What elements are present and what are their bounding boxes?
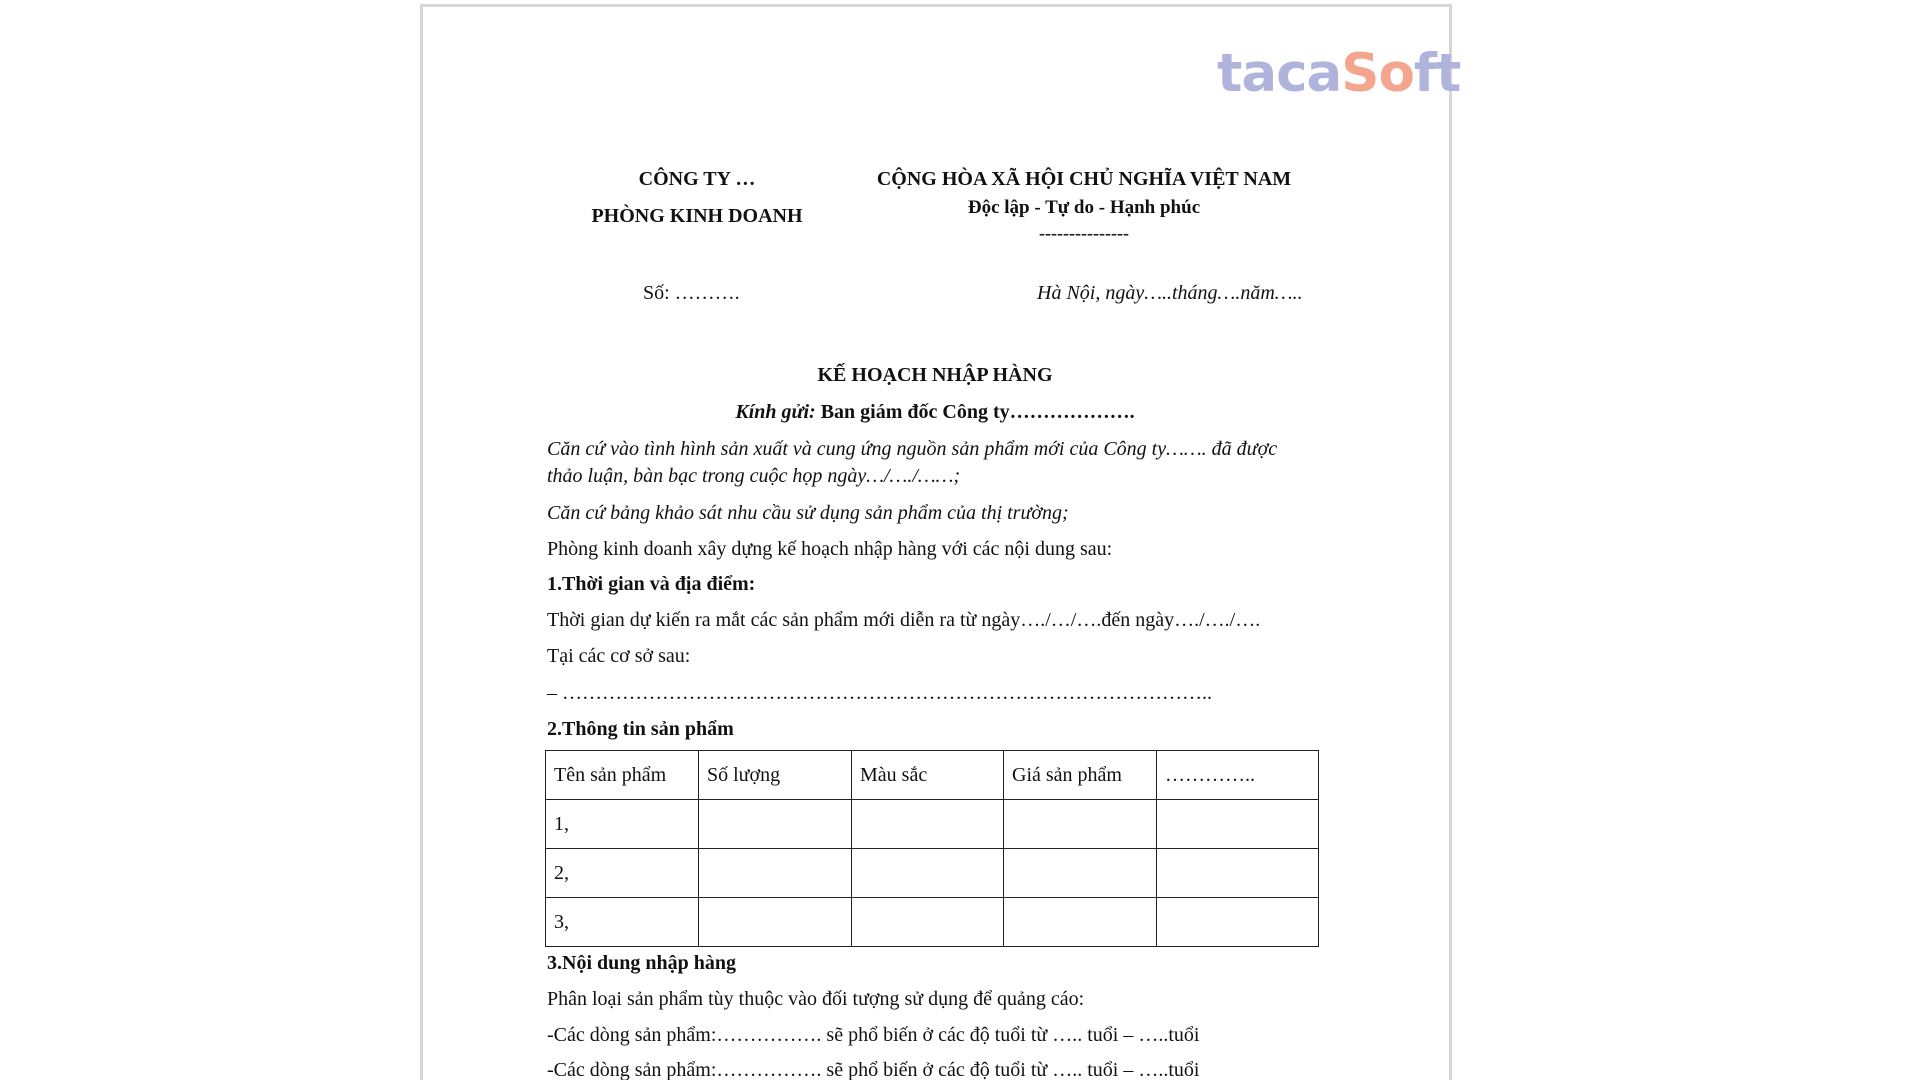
section-1-places-label: Tại các cơ sở sau: (547, 645, 691, 667)
header-price: Giá sản phẩm (1004, 751, 1157, 800)
table-cell (1157, 849, 1319, 898)
basis-paragraph-1-line-1: Căn cứ vào tình hình sản xuất và cung ứng nguồn sản phẩm mới của Công ty……. đã được (547, 438, 1278, 460)
section-1-places-dots: – …………………………………………………………………………………….. (547, 682, 1212, 704)
table-cell (1157, 800, 1319, 849)
table-cell (699, 898, 852, 947)
addressee-text: Ban giám đốc Công ty………………. (815, 401, 1135, 423)
header-divider: --------------- (1039, 223, 1129, 243)
tacasoft-logo: tacaSoft (1217, 43, 1461, 104)
intro-paragraph: Phòng kinh doanh xây dựng kế hoạch nhập hàng với các nội dung sau: (547, 538, 1113, 560)
basis-paragraph-2: Căn cứ bảng khảo sát nhu cầu sử dụng sản phẩm của thị trường; (547, 502, 1069, 524)
header-extra: ………….. (1157, 751, 1319, 800)
department-name: PHÒNG KINH DOANH (591, 205, 803, 227)
document-title: KẾ HOẠCH NHẬP HÀNG (817, 364, 1053, 386)
table-cell (852, 898, 1004, 947)
table-cell (1157, 898, 1319, 947)
table-cell (699, 800, 852, 849)
table-row (546, 849, 1319, 898)
section-2-heading: 2.Thông tin sản phẩm (547, 718, 734, 740)
nation-motto: Độc lập - Tự do - Hạnh phúc (967, 197, 1201, 218)
table-cell (1004, 849, 1157, 898)
addressee-label: Kính gửi: (735, 401, 816, 423)
table-row (546, 898, 1319, 947)
header-color: Màu sắc (852, 751, 1004, 800)
addressee-line (645, 399, 1225, 425)
company-name: CÔNG TY … (638, 168, 756, 190)
section-3-heading: 3.Nội dung nhập hàng (547, 952, 736, 974)
product-table (545, 750, 1319, 947)
header-quantity: Số lượng (699, 751, 852, 800)
table-header-row (546, 751, 1319, 800)
header-product-name: Tên sản phẩm (546, 751, 699, 800)
table-row (546, 800, 1319, 849)
table-cell (699, 849, 852, 898)
section-3-line-2: -Các dòng sản phẩm:……………. sẽ phổ biến ở các độ tuổi từ ….. tuổi – …..tuổi (547, 1059, 1200, 1080)
section-3-intro: Phân loại sản phẩm tùy thuộc vào đối tượng sử dụng để quảng cáo: (547, 988, 1085, 1010)
table-cell (852, 849, 1004, 898)
section-3-line-1: -Các dòng sản phẩm:……………. sẽ phổ biến ở các độ tuổi từ ….. tuổi – …..tuổi (547, 1024, 1200, 1046)
table-cell: 2, (546, 849, 699, 898)
section-1-time: Thời gian dự kiến ra mắt các sản phẩm mới diễn ra từ ngày…./…/….đến ngày…./…./…. (547, 609, 1261, 631)
table-cell: 3, (546, 898, 699, 947)
section-1-heading: 1.Thời gian và địa điểm: (547, 573, 756, 595)
place-date: Hà Nội, ngày…..tháng….năm….. (1037, 282, 1303, 304)
table-cell (852, 800, 1004, 849)
table-cell: 1, (546, 800, 699, 849)
document-number: Số: ………. (643, 282, 740, 304)
table-cell (1004, 800, 1157, 849)
basis-paragraph-1-line-2: thảo luận, bàn bạc trong cuộc họp ngày…/…./……; (547, 465, 961, 487)
table-cell (1004, 898, 1157, 947)
nation-title: CỘNG HÒA XÃ HỘI CHỦ NGHĨA VIỆT NAM (876, 168, 1292, 190)
